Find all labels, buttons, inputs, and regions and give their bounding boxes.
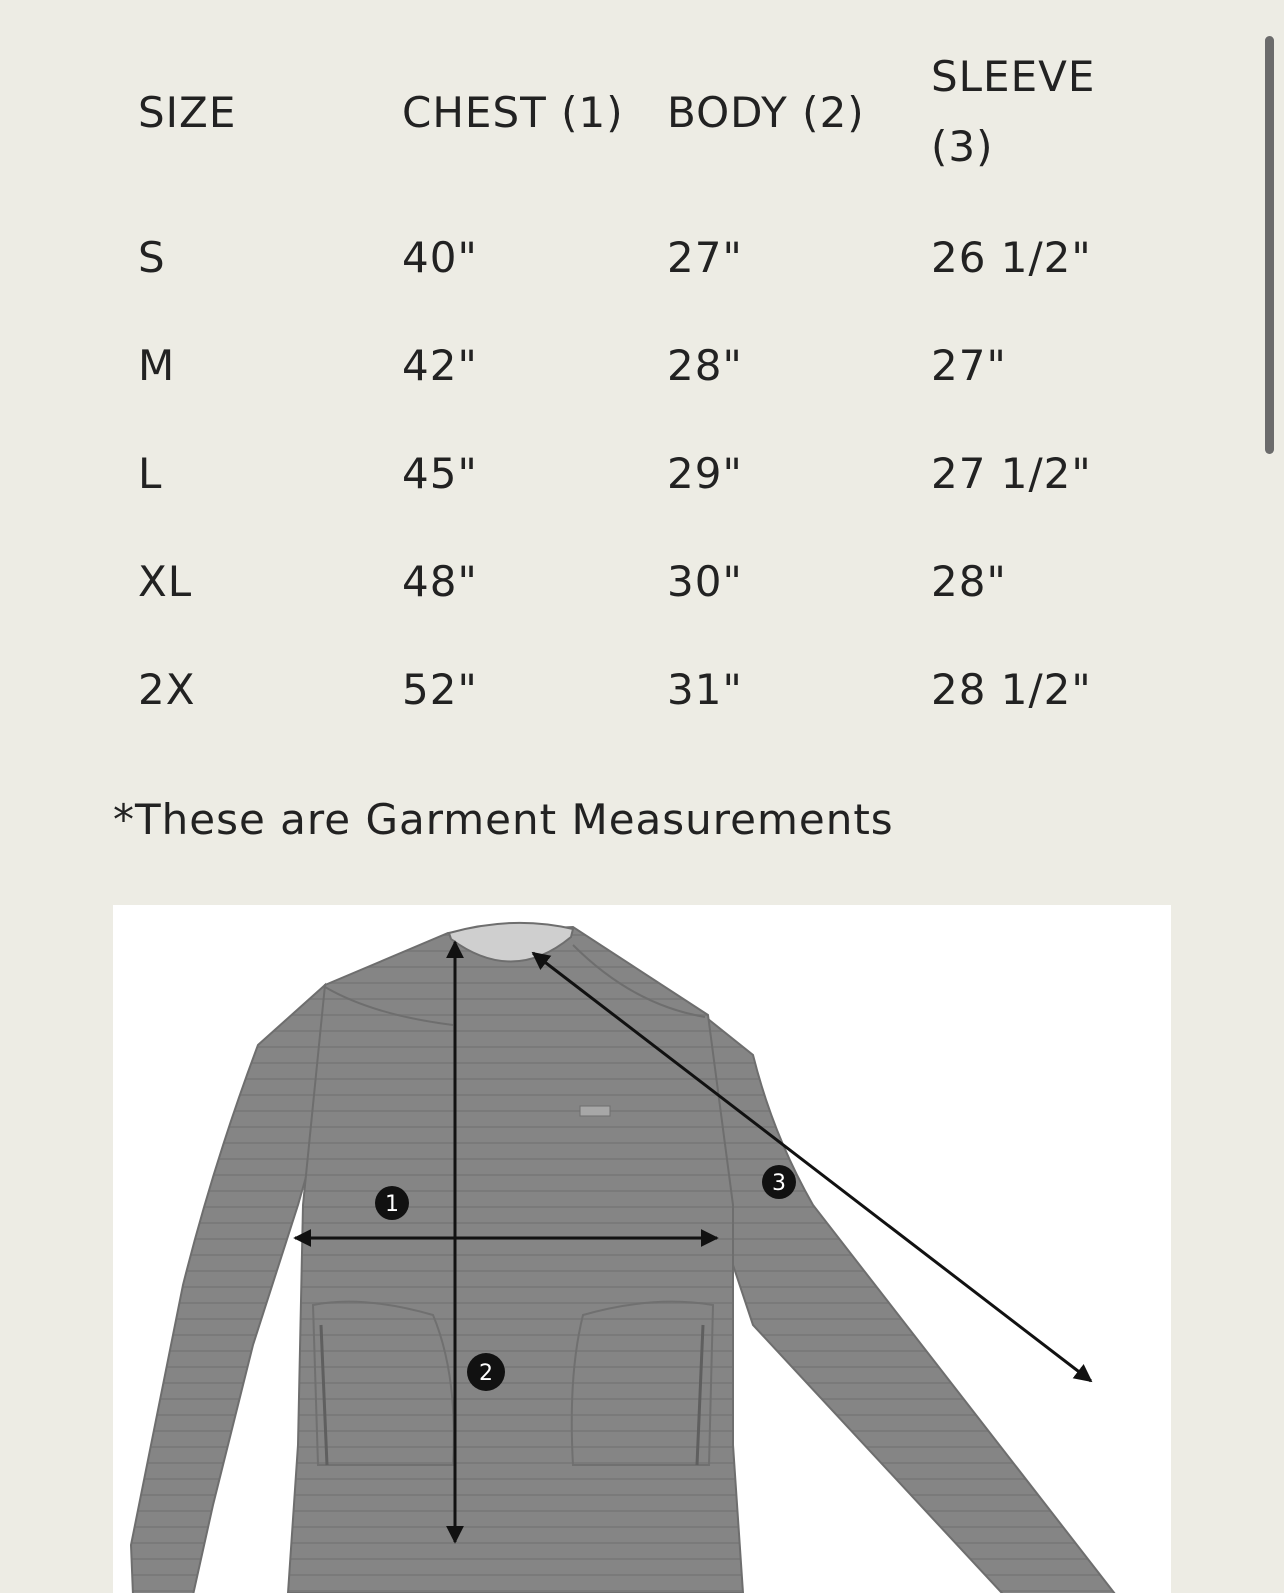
table-cell-chest: 45" [402, 449, 478, 498]
table-cell-size: L [138, 449, 163, 498]
table-cell-body: 29" [667, 449, 743, 498]
table-cell-size: M [138, 341, 176, 390]
table-cell-sleeve: 28" [931, 557, 1007, 606]
table-cell-sleeve: 26 1/2" [931, 233, 1092, 282]
table-cell-sleeve: 28 1/2" [931, 665, 1092, 714]
marker-3-icon [762, 1165, 796, 1199]
svg-text:3: 3 [772, 1171, 786, 1196]
sweater-diagram-svg [113, 905, 1171, 1593]
marker-1-icon [375, 1186, 409, 1220]
table-cell-body: 30" [667, 557, 743, 606]
table-cell-body: 27" [667, 233, 743, 282]
header-sleeve: SLEEVE (3) [931, 52, 1096, 171]
table-cell-chest: 48" [402, 557, 478, 606]
table-cell-size: 2X [138, 665, 196, 714]
table-cell-size: S [138, 233, 166, 282]
table-cell-sleeve: 27" [931, 341, 1007, 390]
table-cell-body: 31" [667, 665, 743, 714]
svg-text:1: 1 [385, 1192, 399, 1217]
table-cell-chest: 52" [402, 665, 478, 714]
table-cell-body: 28" [667, 341, 743, 390]
table-cell-chest: 42" [402, 341, 478, 390]
header-body: BODY (2) [667, 88, 865, 137]
garment-measurements-note: *These are Garment Measurements [113, 795, 894, 844]
table-cell-size: XL [138, 557, 193, 606]
torso [288, 927, 743, 1593]
right-sleeve [703, 1015, 1143, 1593]
sweater-shape [131, 923, 1143, 1593]
marker-2-icon [467, 1353, 505, 1391]
svg-text:2: 2 [479, 1361, 493, 1386]
measurement-diagram [113, 905, 1171, 1593]
table-cell-sleeve: 27 1/2" [931, 449, 1092, 498]
page-scrollbar[interactable] [1265, 36, 1274, 454]
table-cell-chest: 40" [402, 233, 478, 282]
header-chest: CHEST (1) [402, 88, 624, 137]
header-size: SIZE [138, 88, 237, 137]
chest-badge [580, 1106, 610, 1116]
